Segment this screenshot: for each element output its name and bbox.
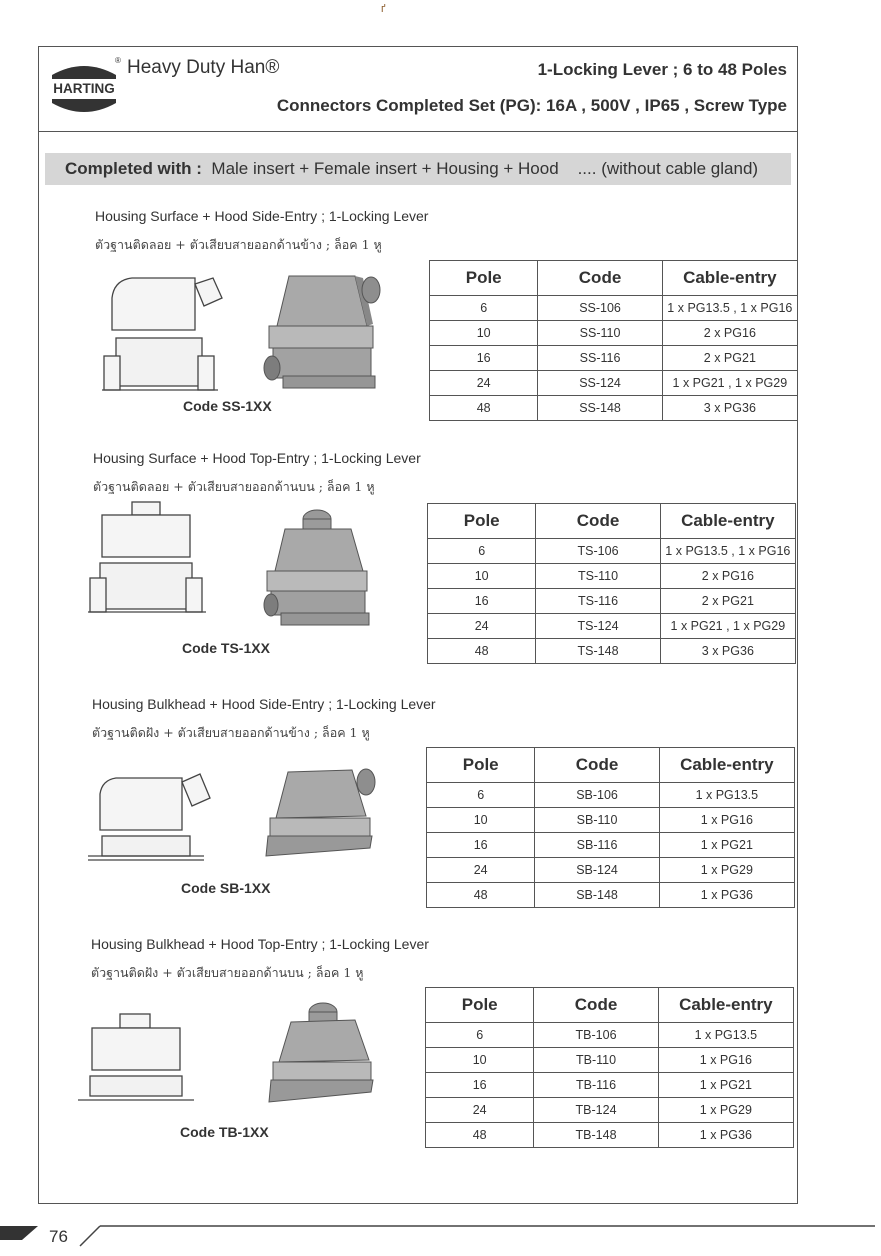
table-tb xyxy=(425,987,794,1148)
svg-text:®: ® xyxy=(115,56,121,65)
pole-cell: 6 xyxy=(427,783,535,808)
section-thai-sb: ตัวฐานติดฝัง + ตัวเสียบสายออกด้านข้าง ; ล็อค 1 หู xyxy=(92,725,370,740)
band-note: .... (without cable gland) xyxy=(577,159,759,178)
footer-rule xyxy=(80,1218,880,1248)
section-thai-ts: ตัวฐานติดลอย + ตัวเสียบสายออกด้านบน ; ล็อค 1 หู xyxy=(93,479,375,494)
pole-cell: 16 xyxy=(427,833,535,858)
table-row xyxy=(426,1098,794,1123)
stray-mark: ґ xyxy=(381,3,386,15)
cable-entry-cell: 2 x PG16 xyxy=(660,564,795,589)
code-cell: TB-110 xyxy=(534,1048,658,1073)
table-ss xyxy=(429,260,798,421)
code-cell: SS-106 xyxy=(538,296,662,321)
cable-entry-cell: 1 x PG16 xyxy=(658,1048,793,1073)
table-row xyxy=(430,296,798,321)
header-cable-entry: Cable-entry xyxy=(658,988,793,1023)
header-divider xyxy=(39,131,797,132)
section-thai-tb: ตัวฐานติดฝัง + ตัวเสียบสายออกด้านบน ; ล็อค 1 หู xyxy=(91,965,364,980)
header-cable-entry: Cable-entry xyxy=(659,748,794,783)
photo-tb xyxy=(265,998,380,1108)
table-header-row xyxy=(430,261,798,296)
cable-entry-cell: 1 x PG13.5 , 1 x PG16 xyxy=(660,539,795,564)
section-title-sb: Housing Bulkhead + Hood Side-Entry ; 1-Locking Lever xyxy=(92,696,436,712)
header-code: Code xyxy=(536,504,660,539)
code-label-ts: Code TS-1XX xyxy=(182,640,270,656)
header-code: Code xyxy=(534,988,658,1023)
cable-entry-cell: 1 x PG13.5 xyxy=(659,783,794,808)
pole-cell: 24 xyxy=(430,371,538,396)
header-pole: Pole xyxy=(430,261,538,296)
pole-cell: 48 xyxy=(430,396,538,421)
table-row xyxy=(428,564,796,589)
cable-entry-cell: 2 x PG21 xyxy=(660,589,795,614)
header-code: Code xyxy=(535,748,659,783)
pole-cell: 24 xyxy=(426,1098,534,1123)
pole-cell: 10 xyxy=(428,564,536,589)
header-pole: Pole xyxy=(427,748,535,783)
code-cell: TS-124 xyxy=(536,614,660,639)
table-header-row xyxy=(427,748,795,783)
cable-entry-cell: 3 x PG36 xyxy=(662,396,797,421)
cable-entry-cell: 1 x PG21 xyxy=(658,1073,793,1098)
pole-cell: 48 xyxy=(428,639,536,664)
section-thai-ss: ตัวฐานติดลอย + ตัวเสียบสายออกด้านข้าง ; ล็อค 1 หู xyxy=(95,237,382,252)
code-label-tb: Code TB-1XX xyxy=(180,1124,269,1140)
cable-entry-cell: 1 x PG21 xyxy=(659,833,794,858)
section-title-ss: Housing Surface + Hood Side-Entry ; 1-Locking Lever xyxy=(95,208,429,224)
photo-ss xyxy=(255,268,385,398)
code-cell: TS-116 xyxy=(536,589,660,614)
cable-entry-cell: 1 x PG13.5 xyxy=(658,1023,793,1048)
corner-mark xyxy=(0,1218,40,1248)
drawing-sb xyxy=(86,770,211,865)
drawing-ts xyxy=(86,500,211,618)
pole-cell: 24 xyxy=(428,614,536,639)
code-label-sb: Code SB-1XX xyxy=(181,880,271,896)
brand-name: Heavy Duty Han® xyxy=(127,57,280,78)
code-cell: TS-148 xyxy=(536,639,660,664)
code-cell: TS-110 xyxy=(536,564,660,589)
table-row xyxy=(426,1023,794,1048)
table-row xyxy=(430,321,798,346)
section-title-ts: Housing Surface + Hood Top-Entry ; 1-Locking Lever xyxy=(93,450,421,466)
cable-entry-cell: 1 x PG29 xyxy=(659,858,794,883)
photo-ts xyxy=(255,505,380,630)
code-cell: SB-106 xyxy=(535,783,659,808)
table-header-row xyxy=(428,504,796,539)
page-title: 1-Locking Lever ; 6 to 48 Poles xyxy=(537,60,787,79)
code-cell: TS-106 xyxy=(536,539,660,564)
cable-entry-cell: 1 x PG21 , 1 x PG29 xyxy=(660,614,795,639)
code-cell: SS-148 xyxy=(538,396,662,421)
table-row xyxy=(427,783,795,808)
header-cable-entry: Cable-entry xyxy=(660,504,795,539)
table-row xyxy=(428,614,796,639)
header-pole: Pole xyxy=(426,988,534,1023)
cable-entry-cell: 1 x PG36 xyxy=(659,883,794,908)
pole-cell: 6 xyxy=(426,1023,534,1048)
cable-entry-cell: 1 x PG16 xyxy=(659,808,794,833)
cable-entry-cell: 1 x PG21 , 1 x PG29 xyxy=(662,371,797,396)
table-sb xyxy=(426,747,795,908)
pole-cell: 16 xyxy=(430,346,538,371)
cable-entry-cell: 2 x PG16 xyxy=(662,321,797,346)
table-row xyxy=(428,539,796,564)
code-cell: SB-124 xyxy=(535,858,659,883)
table-header-row xyxy=(426,988,794,1023)
drawing-ss xyxy=(100,270,225,395)
cable-entry-cell: 3 x PG36 xyxy=(660,639,795,664)
code-cell: SB-116 xyxy=(535,833,659,858)
table-row xyxy=(427,833,795,858)
pole-cell: 10 xyxy=(430,321,538,346)
table-row xyxy=(427,858,795,883)
table-row xyxy=(428,589,796,614)
section-title-tb: Housing Bulkhead + Hood Top-Entry ; 1-Locking Lever xyxy=(91,936,429,952)
header-code: Code xyxy=(538,261,662,296)
photo-sb xyxy=(262,760,382,865)
table-row xyxy=(426,1073,794,1098)
cable-entry-cell: 2 x PG21 xyxy=(662,346,797,371)
table-row xyxy=(430,346,798,371)
code-cell: TB-106 xyxy=(534,1023,658,1048)
pole-cell: 6 xyxy=(428,539,536,564)
pole-cell: 48 xyxy=(426,1123,534,1148)
table-row xyxy=(430,371,798,396)
header-pole: Pole xyxy=(428,504,536,539)
code-cell: TB-124 xyxy=(534,1098,658,1123)
pole-cell: 10 xyxy=(426,1048,534,1073)
code-cell: SB-148 xyxy=(535,883,659,908)
cable-entry-cell: 1 x PG36 xyxy=(658,1123,793,1148)
code-cell: SB-110 xyxy=(535,808,659,833)
pole-cell: 16 xyxy=(426,1073,534,1098)
code-cell: SS-124 xyxy=(538,371,662,396)
table-row xyxy=(427,883,795,908)
code-cell: SS-110 xyxy=(538,321,662,346)
code-cell: TB-116 xyxy=(534,1073,658,1098)
table-row xyxy=(426,1123,794,1148)
pole-cell: 24 xyxy=(427,858,535,883)
harting-logo xyxy=(50,53,121,119)
band-text: Male insert + Female insert + Housing + Hood xyxy=(211,159,559,178)
table-row xyxy=(426,1048,794,1073)
table-row xyxy=(428,639,796,664)
code-cell: TB-148 xyxy=(534,1123,658,1148)
table-row xyxy=(427,808,795,833)
page-subtitle: Connectors Completed Set (PG): 16A , 500V , IP65 , Screw Type xyxy=(276,96,787,115)
page-number: 76 xyxy=(49,1227,68,1246)
pole-cell: 16 xyxy=(428,589,536,614)
header-cable-entry: Cable-entry xyxy=(662,261,797,296)
band-label: Completed with : xyxy=(65,159,202,178)
cable-entry-cell: 1 x PG13.5 , 1 x PG16 xyxy=(662,296,797,321)
completed-with-band xyxy=(45,153,791,185)
drawing-tb xyxy=(76,1012,201,1104)
table-ts xyxy=(427,503,796,664)
pole-cell: 48 xyxy=(427,883,535,908)
pole-cell: 10 xyxy=(427,808,535,833)
code-label-ss: Code SS-1XX xyxy=(183,398,272,414)
pole-cell: 6 xyxy=(430,296,538,321)
logo-text: HARTING xyxy=(53,81,115,96)
cable-entry-cell: 1 x PG29 xyxy=(658,1098,793,1123)
table-row xyxy=(430,396,798,421)
code-cell: SS-116 xyxy=(538,346,662,371)
